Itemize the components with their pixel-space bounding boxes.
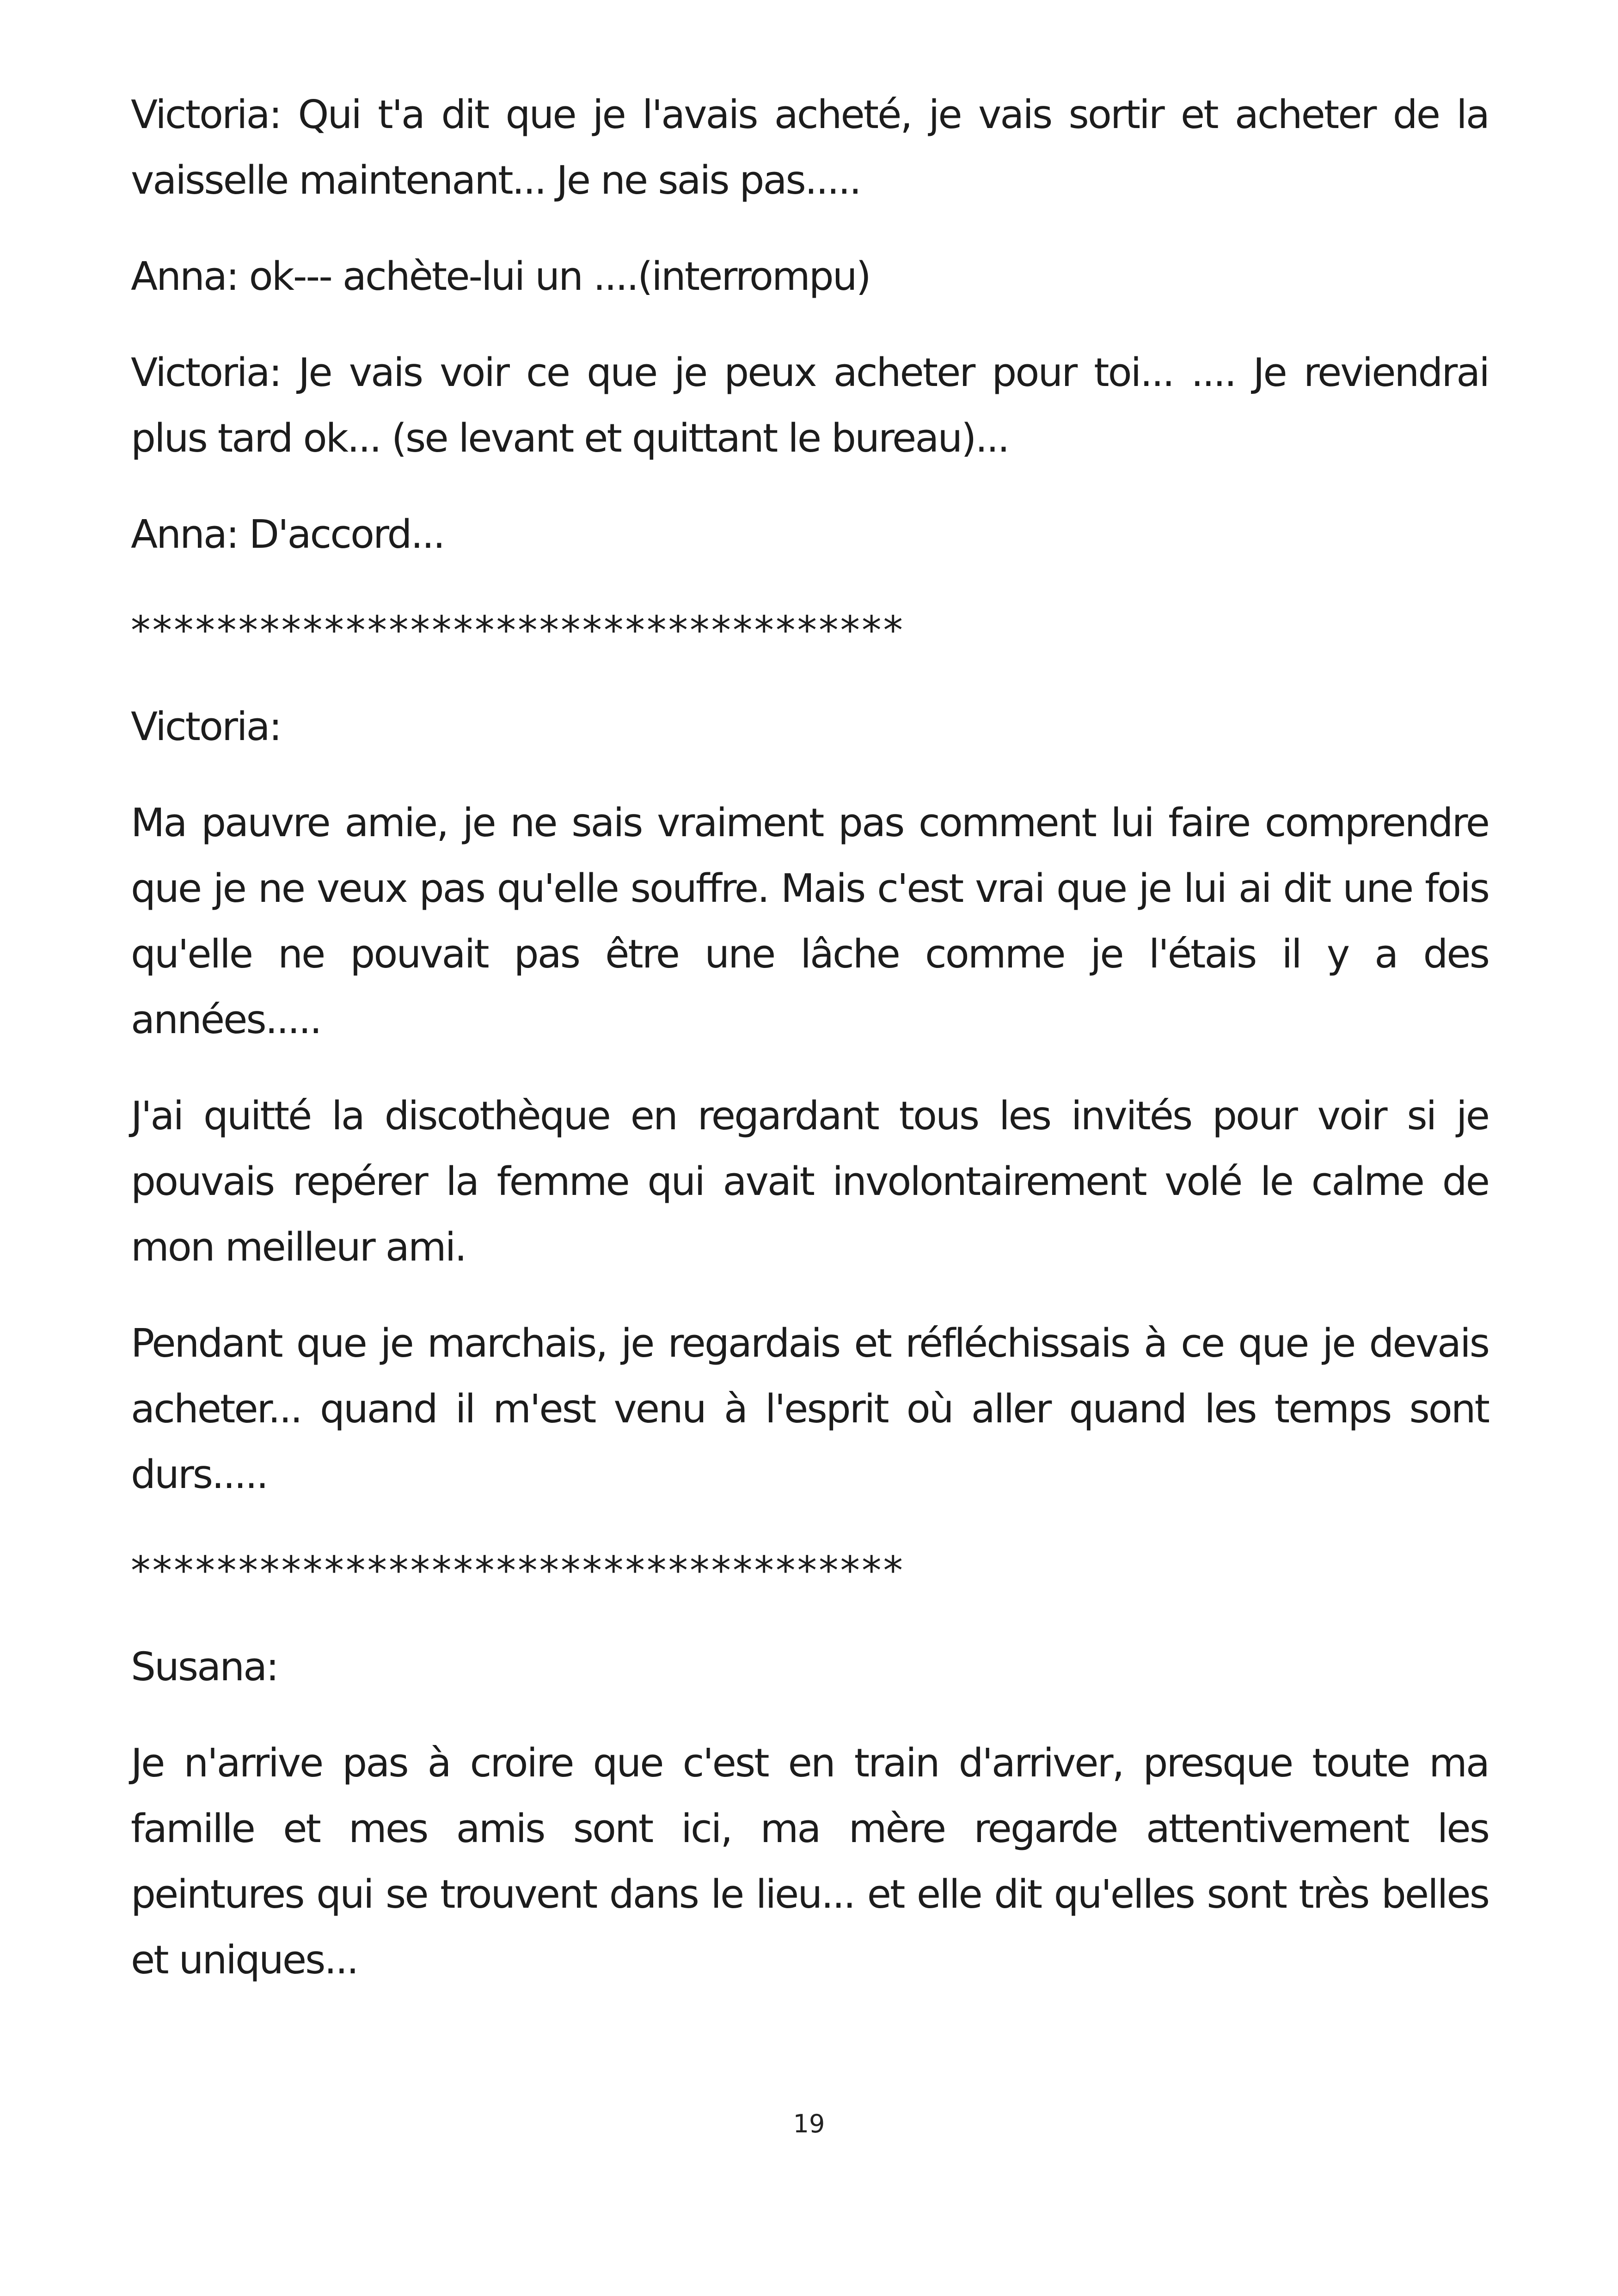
narration-paragraph-3: Pendant que je marchais, je regardais et réfléchissais à ce que je devais acheter... quand il m'est venu à l'esprit où aller quand les temps sont durs.....	[131, 1321, 1489, 1498]
dialogue-anna-1: Anna: ok--- achète-lui un ....(interrompu)	[131, 254, 870, 300]
narration-paragraph-2: J'ai quitté la discothèque en regardant tous les invités pour voir si je pouvais repérer la femme qui avait involontairement volé le calme de mon meilleur ami.	[131, 1093, 1489, 1270]
page-number: 19	[793, 2109, 825, 2138]
scene-separator: ************************************	[131, 1548, 905, 1594]
dialogue-victoria-1: Victoria: Qui t'a dit que je l'avais acheté, je vais sortir et acheter de la vaisselle maintenant... Je ne sais pas.....	[131, 92, 1489, 203]
narration-paragraph-4: Je n'arrive pas à croire que c'est en train d'arriver, presque toute ma famille et mes amis sont ici, ma mère regarde attentivement les peintures qui se trouvent dans le lieu... et elle dit qu'elles sont très belles et uniques...	[131, 1740, 1489, 1983]
narration-paragraph-1: Ma pauvre amie, je ne sais vraiment pas comment lui faire comprendre que je ne veux pas qu'elle souffre. Mais c'est vrai que je lui ai dit une fois qu'elle ne pouvait pas être une lâche comme je l'étais il y a des années.....	[131, 800, 1489, 1043]
dialogue-victoria-2: Victoria: Je vais voir ce que je peux acheter pour toi... .... Je reviendrai plus tard ok... (se levant et quittant le bureau)...	[131, 350, 1489, 461]
speaker-heading-susana: Susana:	[131, 1644, 278, 1690]
page-body	[131, 82, 1489, 2024]
dialogue-anna-2: Anna: D'accord...	[131, 512, 444, 557]
speaker-heading-victoria: Victoria:	[131, 704, 281, 750]
scene-separator: ************************************	[131, 608, 905, 654]
